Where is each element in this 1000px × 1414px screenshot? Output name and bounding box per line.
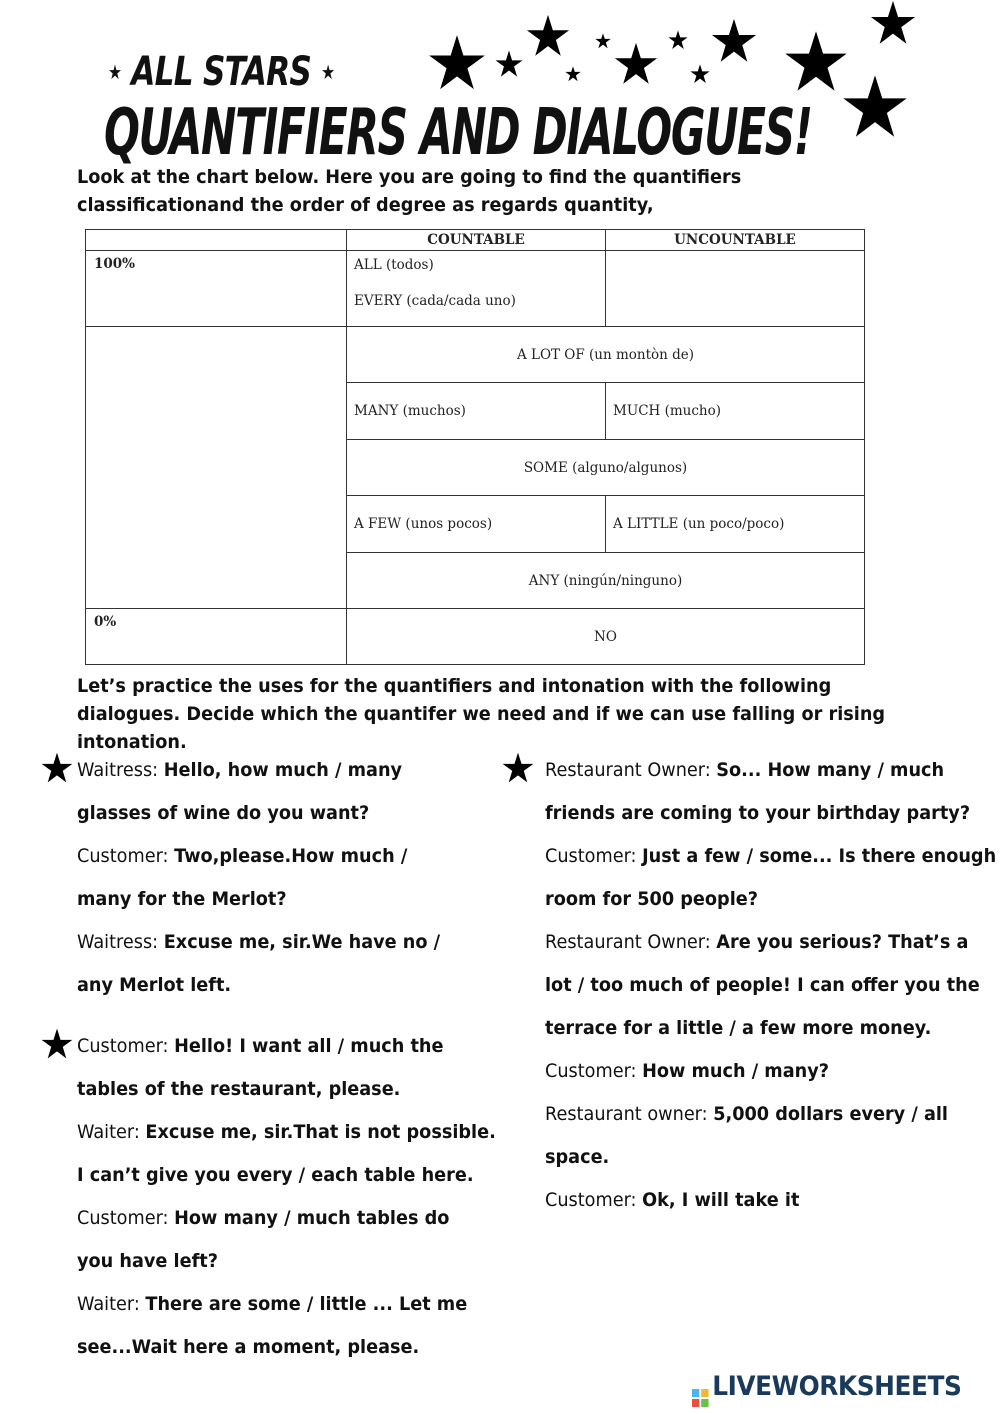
dialogue-line: Restaurant Owner: Are you serious? That’s a: [545, 931, 969, 953]
quantifier-no: NO: [347, 609, 865, 665]
cell-empty: [606, 251, 865, 327]
dialogue-line: Restaurant Owner: So... How many / much: [545, 759, 945, 781]
star-icon: [784, 30, 848, 94]
dialogue-line: Customer: How many / much tables do: [77, 1207, 450, 1229]
dialogue-line: many for the Merlot?: [77, 888, 287, 910]
quantifier-any: ANY (ningún/ninguno): [347, 553, 865, 609]
dialogue-line: space.: [545, 1146, 610, 1168]
dialogue-line: Customer: Just a few / some... Is there enough: [545, 845, 997, 867]
quantifier-much: MUCH (mucho): [606, 383, 865, 440]
dialogue-line: Customer: How much / many?: [545, 1060, 829, 1082]
star-icon: [595, 33, 611, 49]
table-header-empty: [86, 230, 347, 251]
table-header-uncountable: UNCOUNTABLE: [606, 230, 865, 251]
star-icon: [526, 14, 570, 58]
dialogue-2: [77, 1025, 505, 1369]
instructions-text: Let’s practice the uses for the quantifiers and intonation with the following dialogues. Decide which the quantifer we need and if we can use falling or rising intonation.: [77, 675, 886, 753]
dialogue-line: Customer: Hello! I want all / much the: [77, 1035, 444, 1057]
quantifier-a-few: A FEW (unos pocos): [347, 496, 606, 553]
brand-title: [108, 50, 334, 94]
dialogue-line: Waitress: Excuse me, sir.We have no /: [77, 931, 441, 953]
dialogue-line: I can’t give you every / each table here.: [77, 1164, 474, 1186]
dialogue-line: Customer: Ok, I will take it: [545, 1189, 800, 1211]
dialogue-3: [545, 749, 1000, 1222]
dialogue-line: lot / too much of people! I can offer you the: [545, 974, 980, 996]
dialogue-1: [77, 749, 486, 1007]
dialogue-line: friends are coming to your birthday party?: [545, 802, 971, 824]
quantifier-every: EVERY (cada/cada uno): [354, 293, 516, 309]
star-icon: [41, 752, 73, 784]
dialogue-line: see...Wait here a moment, please.: [77, 1336, 420, 1358]
star-icon: [690, 64, 710, 84]
dialogue-line: glasses of wine do you want?: [77, 802, 370, 824]
quantifier-all: ALL (todos): [354, 257, 434, 273]
star-icon: [842, 74, 908, 140]
dialogue-line: Waiter: There are some / little ... Let me: [77, 1293, 468, 1315]
table-header-countable: COUNTABLE: [347, 230, 606, 251]
dialogue-line: you have left?: [77, 1250, 218, 1272]
star-icon: [870, 0, 916, 46]
star-icon: ★: [108, 60, 122, 84]
star-icon: [711, 18, 757, 64]
page-title: QUANTIFIERS AND DIALOGUES!: [104, 96, 812, 170]
logo-text: LIVEWORKSHEETS: [712, 1371, 962, 1402]
quantifier-a-lot-of: A LOT OF (un montòn de): [347, 327, 865, 383]
intro-text: Look at the chart below. Here you are going to find the quantifiers classificationand the order of degree as regards quantity,: [77, 166, 742, 216]
star-icon: [614, 42, 658, 86]
star-icon: ★: [321, 60, 335, 84]
quantifier-a-little: A LITTLE (un poco/poco): [606, 496, 865, 553]
quantifier-many: MANY (muchos): [347, 383, 606, 440]
star-icon: [565, 66, 581, 82]
dialogue-line: terrace for a little / a few more money.: [545, 1017, 932, 1039]
quantifier-some: SOME (alguno/algunos): [347, 440, 865, 496]
dialogue-line: room for 500 people?: [545, 888, 758, 910]
quantifier-chart: [85, 229, 865, 665]
dialogue-line: Restaurant owner: 5,000 dollars every / all: [545, 1103, 948, 1125]
percent-bottom: 0%: [86, 609, 347, 665]
brand-label: ALL STARS: [131, 49, 312, 95]
star-icon: [41, 1028, 73, 1060]
logo-icon: [692, 1389, 709, 1407]
liveworksheets-logo: [692, 1371, 961, 1407]
star-icon: [495, 50, 523, 78]
dialogue-line: Waiter: Excuse me, sir.That is not possible.: [77, 1121, 496, 1143]
dialogue-line: tables of the restaurant, please.: [77, 1078, 401, 1100]
star-icon: [428, 34, 486, 92]
scale-column: [86, 327, 347, 609]
cell-all-every: [347, 251, 606, 327]
dialogue-line: Waitress: Hello, how much / many: [77, 759, 403, 781]
dialogue-line: Customer: Two,please.How much /: [77, 845, 408, 867]
star-icon: [502, 752, 534, 784]
star-icon: [668, 30, 688, 50]
dialogue-line: any Merlot left.: [77, 974, 232, 996]
percent-top: 100%: [86, 251, 347, 327]
